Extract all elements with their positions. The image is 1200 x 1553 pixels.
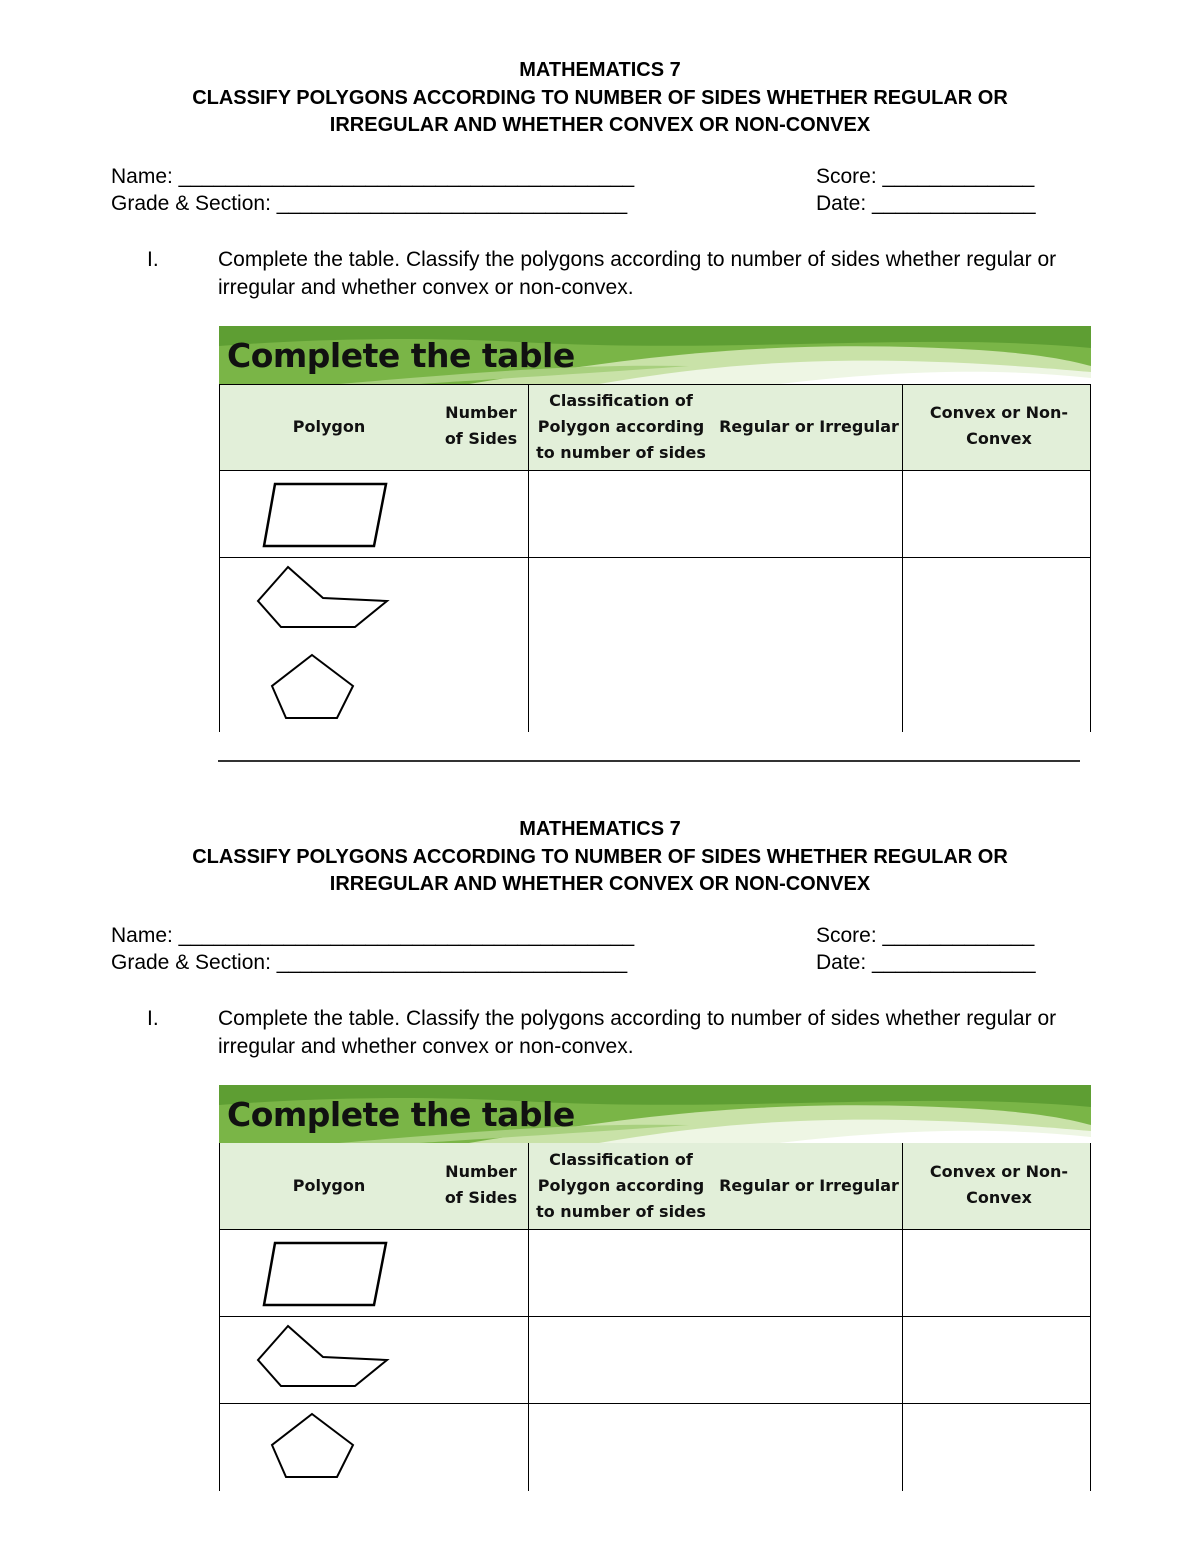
parallelogram-icon (259, 1239, 389, 1309)
answer-cell-classification-row-2[interactable] (529, 558, 902, 732)
header-polygon: Polygon (292, 417, 366, 436)
header-polygon: Polygon (292, 1176, 366, 1195)
classification-table (219, 326, 1091, 732)
parallelogram-icon (259, 480, 389, 550)
table-rule (219, 384, 220, 732)
table-rule (1090, 1143, 1091, 1491)
header-convex: Convex or Non-Convex (929, 1162, 1069, 1207)
answer-cell-convex-row-3[interactable] (903, 1404, 1090, 1491)
grade-section-field[interactable]: Grade & Section: ______________________________ (111, 192, 628, 215)
table-banner (219, 326, 1091, 384)
table-rule (219, 384, 1091, 385)
subject-title: MATHEMATICS 7 (519, 59, 681, 81)
header-number-of-sides: Number of Sides (444, 1162, 518, 1207)
answer-cell-convex-row-2[interactable] (903, 558, 1090, 732)
answer-cell-convex-row-1[interactable] (903, 1230, 1090, 1316)
name-field[interactable]: Name: _______________________________________ (111, 165, 635, 188)
header-classification: Classification of Polygon according to number of sides (536, 391, 706, 462)
banner-title: Complete the table (227, 336, 575, 375)
table-rule (1090, 384, 1091, 732)
topic-title-line-1: CLASSIFY POLYGONS ACCORDING TO NUMBER OF SIDES WHETHER REGULAR OR (192, 846, 1008, 868)
instruction-text: Complete the table. Classify the polygons according to number of sides whether regular or irregular and whether convex or non-convex. (218, 248, 1057, 299)
regular-pentagon-icon (269, 652, 359, 722)
worksheet-2 (0, 759, 1200, 1519)
answer-cell-convex-row-1[interactable] (903, 471, 1090, 557)
header-classification: Classification of Polygon according to number of sides (536, 1150, 706, 1221)
worksheet-1 (0, 0, 1200, 760)
banner-title: Complete the table (227, 1095, 575, 1134)
classification-table (219, 1085, 1091, 1491)
regular-pentagon-icon (269, 1411, 359, 1481)
score-field[interactable]: Score: _____________ (816, 924, 1035, 947)
table-header (219, 1143, 1091, 1230)
name-field[interactable]: Name: _______________________________________ (111, 924, 635, 947)
topic-title-line-1: CLASSIFY POLYGONS ACCORDING TO NUMBER OF SIDES WHETHER REGULAR OR (192, 87, 1008, 109)
subject-title: MATHEMATICS 7 (519, 818, 681, 840)
answer-cell-classification-row-3[interactable] (529, 1404, 902, 1491)
answer-cell-classification-row-1[interactable] (529, 471, 902, 557)
concave-hexagon-icon (255, 1323, 391, 1391)
grade-section-field[interactable]: Grade & Section: ______________________________ (111, 951, 628, 974)
answer-cell-classification-row-2[interactable] (529, 1317, 902, 1403)
header-convex: Convex or Non-Convex (929, 403, 1069, 448)
header-number-of-sides: Number of Sides (444, 403, 518, 448)
score-field[interactable]: Score: _____________ (816, 165, 1035, 188)
table-rule (219, 1143, 220, 1491)
header-regular-irregular: Regular or Irregular (719, 417, 899, 436)
concave-hexagon-icon (255, 564, 391, 632)
instruction-text: Complete the table. Classify the polygons according to number of sides whether regular or irregular and whether convex or non-convex. (218, 1007, 1057, 1058)
topic-title-line-2: IRREGULAR AND WHETHER CONVEX OR NON-CONVEX (329, 114, 871, 136)
date-field[interactable]: Date: ______________ (816, 951, 1036, 974)
date-field[interactable]: Date: ______________ (816, 192, 1036, 215)
topic-title-line-2: IRREGULAR AND WHETHER CONVEX OR NON-CONVEX (329, 873, 871, 895)
item-number: I. (147, 1007, 159, 1030)
answer-cell-classification-row-1[interactable] (529, 1230, 902, 1316)
item-number: I. (147, 248, 159, 271)
header-regular-irregular: Regular or Irregular (719, 1176, 899, 1195)
answer-cell-convex-row-2[interactable] (903, 1317, 1090, 1403)
table-header (219, 384, 1091, 471)
table-banner (219, 1085, 1091, 1143)
